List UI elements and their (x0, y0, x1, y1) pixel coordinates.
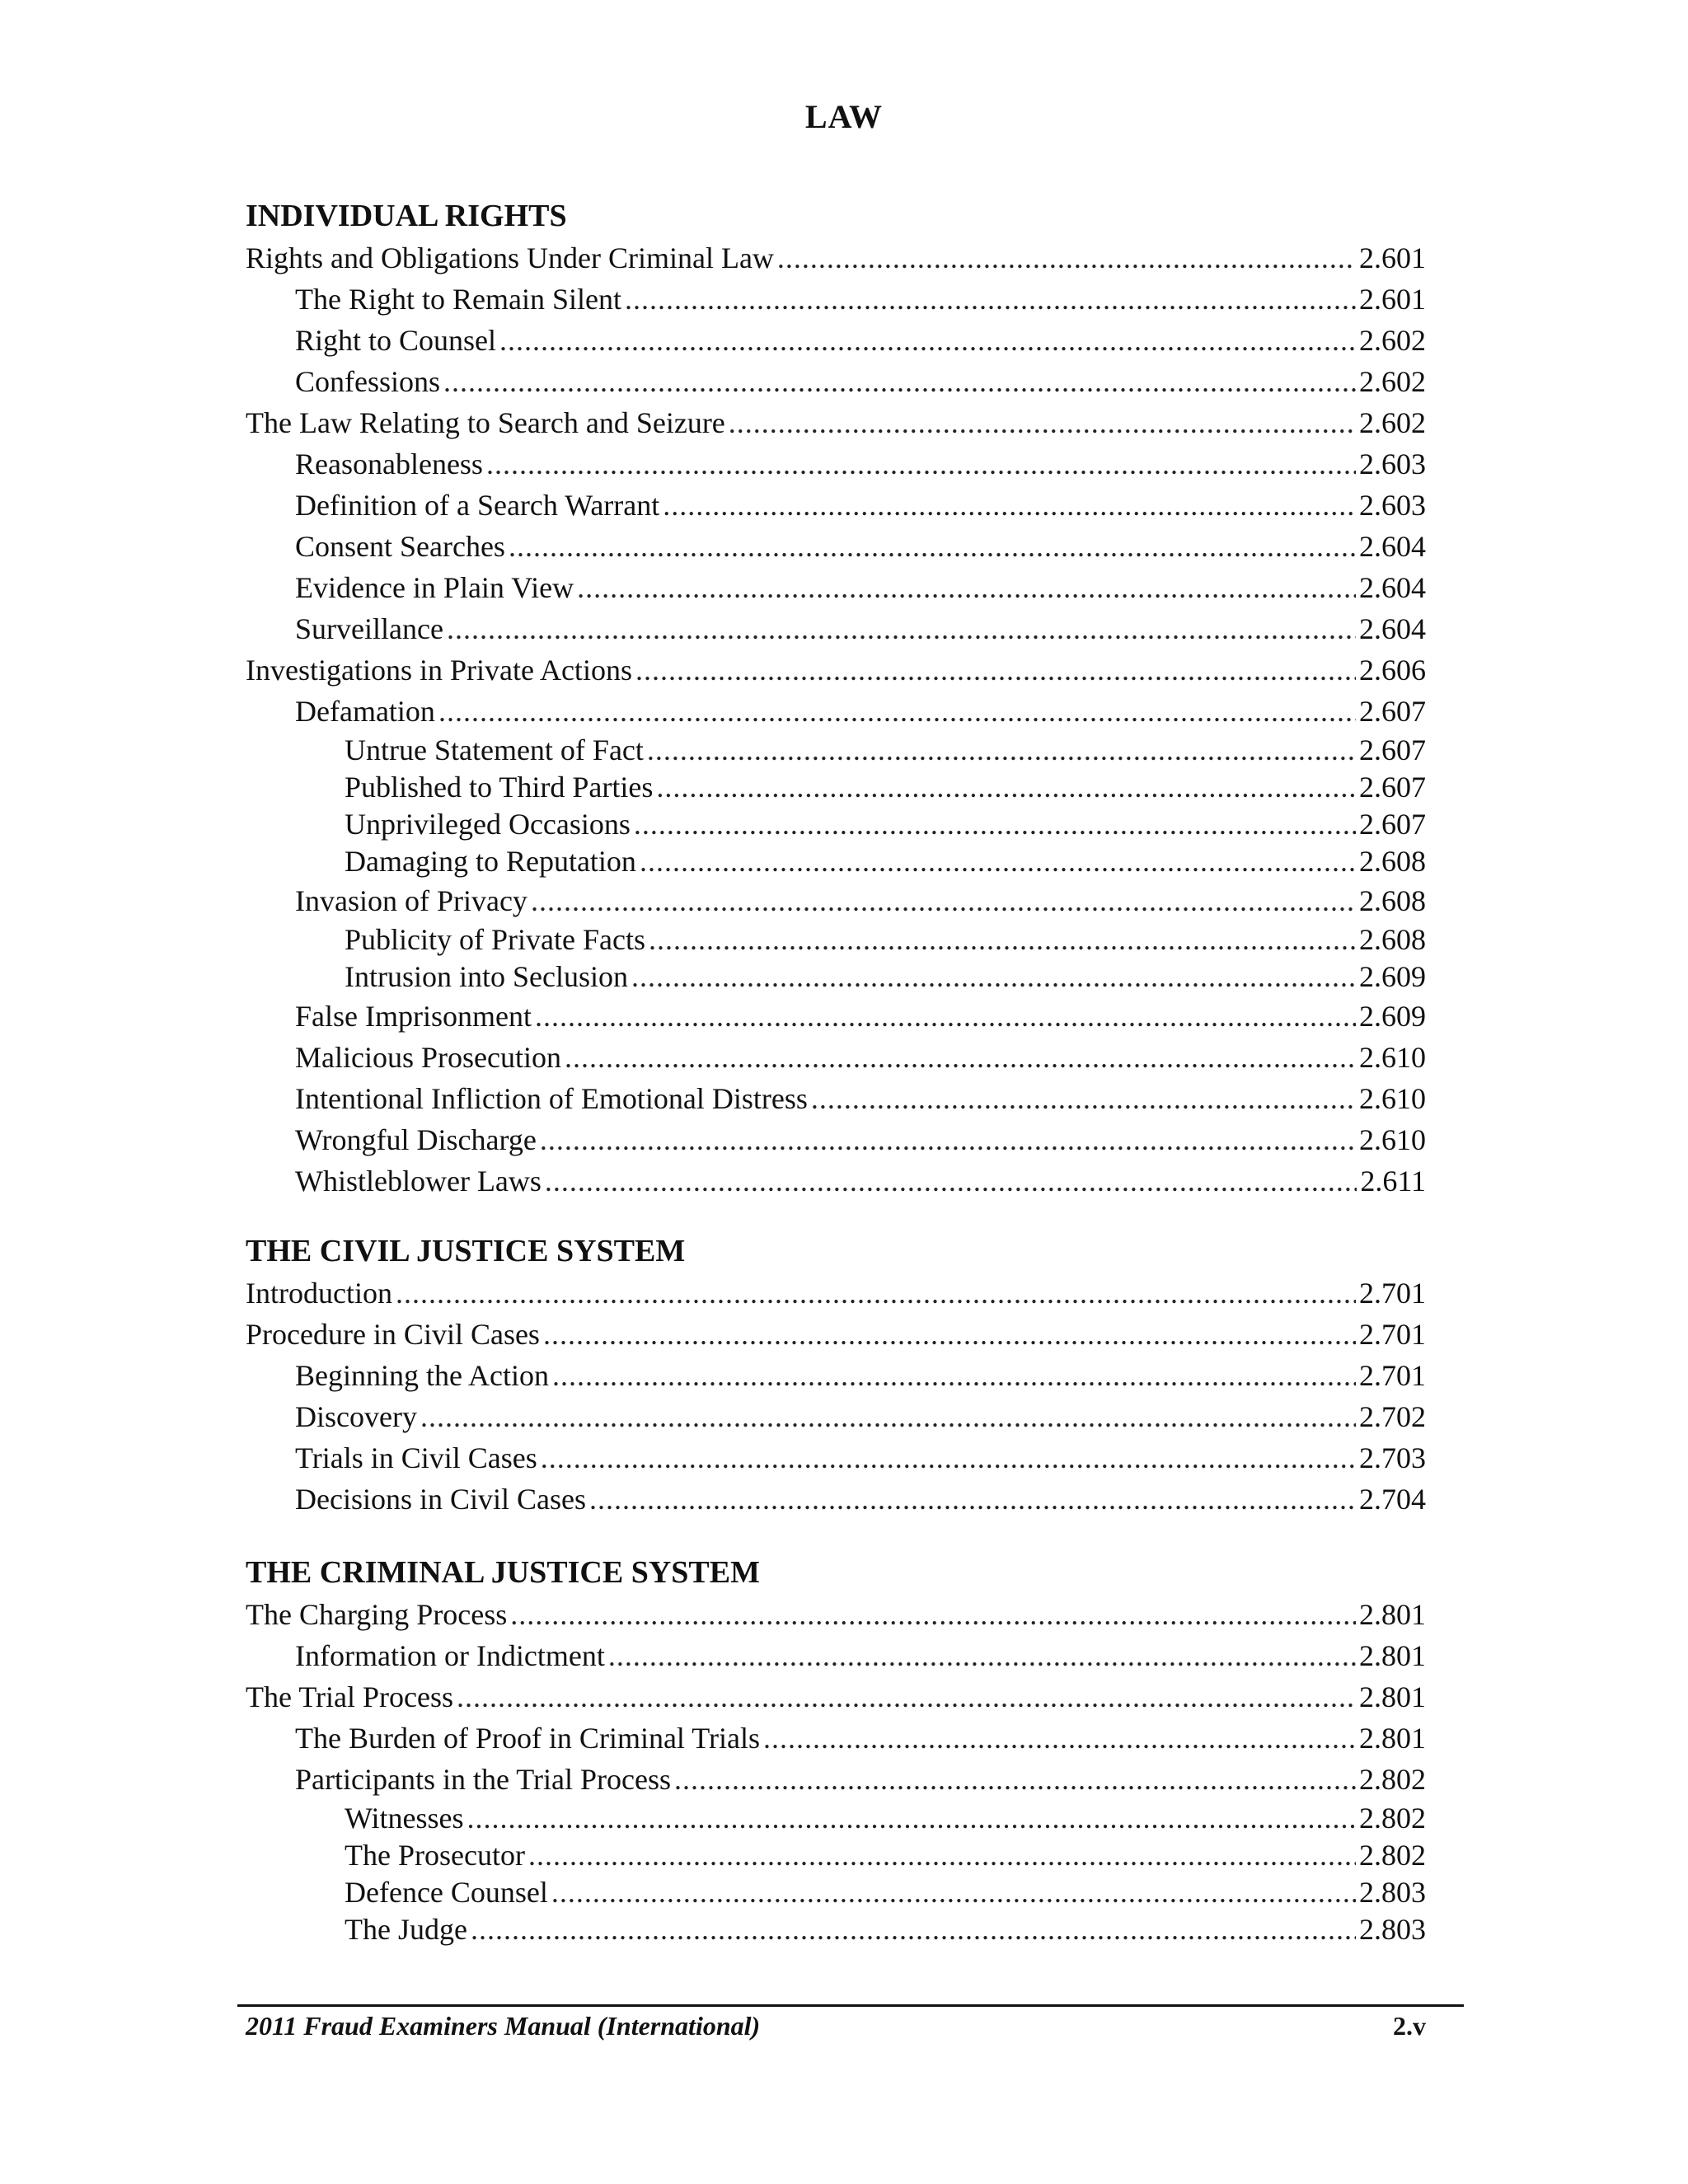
toc-entry-page-number: 2.602 (1359, 406, 1426, 439)
toc-entry (246, 1272, 1426, 1314)
toc-entry (246, 608, 1426, 649)
toc-entries (246, 237, 1426, 1202)
dot-leader (545, 1160, 1357, 1202)
dot-leader (438, 691, 1356, 732)
toc-entry-page-number: 2.802 (1359, 1839, 1426, 1872)
dot-leader (811, 1078, 1356, 1119)
toc-entry-page-number: 2.703 (1359, 1441, 1426, 1474)
page-title: LAW (804, 98, 884, 135)
toc-entry-label: Untrue Statement of Fact (345, 733, 644, 766)
dot-leader (396, 1272, 1356, 1314)
toc-entry-label: Introduction (246, 1277, 392, 1310)
toc-entry-label: Reasonableness (295, 448, 483, 480)
toc-entry-page-number: 2.802 (1359, 1763, 1426, 1796)
toc-entry (246, 237, 1426, 279)
toc-entry-label: Surveillance (295, 612, 443, 645)
dot-leader (467, 1800, 1356, 1837)
toc-entry-label: Invasion of Privacy (295, 884, 528, 917)
dot-leader (510, 1594, 1356, 1635)
toc-entry-label: Investigations in Private Actions (246, 654, 632, 687)
toc-entry-page-number: 2.604 (1359, 530, 1426, 563)
toc-entry-page-number: 2.801 (1359, 1680, 1426, 1713)
toc-entry (246, 526, 1426, 567)
toc-entry (246, 1837, 1426, 1874)
toc-entry (246, 996, 1426, 1037)
toc-entry-page-number: 2.607 (1359, 771, 1426, 804)
toc-entry (246, 1718, 1426, 1759)
toc-entry-label: Confessions (295, 365, 441, 398)
dot-leader (541, 1437, 1356, 1479)
toc-entry-page-number: 2.607 (1359, 808, 1426, 841)
toc-entry-label: Consent Searches (295, 530, 505, 563)
toc-entry-label: Damaging to Reputation (345, 845, 636, 878)
toc-entry (246, 1078, 1426, 1119)
section-heading: THE CRIMINAL JUSTICE SYSTEM (246, 1555, 760, 1590)
footer-title: 2011 Fraud Examiners Manual (International) (246, 2011, 761, 2041)
section-heading: THE CIVIL JUSTICE SYSTEM (246, 1234, 686, 1268)
toc-entry (246, 921, 1426, 958)
toc-entry-page-number: 2.602 (1359, 324, 1426, 357)
toc-entry-label: Decisions in Civil Cases (295, 1483, 586, 1516)
dot-leader (656, 769, 1356, 806)
toc-entry (246, 1355, 1426, 1396)
toc-entry (246, 1479, 1426, 1520)
dot-leader (625, 279, 1356, 320)
toc-entry-page-number: 2.701 (1359, 1318, 1426, 1351)
dot-leader (471, 1911, 1356, 1948)
toc-entry-page-number: 2.701 (1359, 1359, 1426, 1392)
dot-leader (551, 1874, 1356, 1911)
toc-entry-page-number: 2.608 (1359, 884, 1426, 917)
toc-entry-label: Right to Counsel (295, 324, 497, 357)
toc-entry (246, 1437, 1426, 1479)
toc-entry-label: The Charging Process (246, 1598, 508, 1631)
toc-entry-page-number: 2.601 (1359, 241, 1426, 274)
toc-entry-label: Publicity of Private Facts (345, 923, 645, 956)
toc-entry-page-number: 2.610 (1359, 1082, 1426, 1115)
dot-leader (608, 1635, 1356, 1676)
toc-entry-page-number: 2.608 (1359, 923, 1426, 956)
dot-leader (663, 485, 1356, 526)
toc-entry (246, 361, 1426, 402)
toc-entry-label: Published to Third Parties (345, 771, 654, 804)
toc-entry (246, 1314, 1426, 1355)
dot-leader (535, 996, 1356, 1037)
toc-entry (246, 320, 1426, 361)
toc-entry-page-number: 2.611 (1360, 1165, 1426, 1197)
toc-entry (246, 1396, 1426, 1437)
section-individual-rights (246, 194, 1426, 1202)
toc-entry-page-number: 2.802 (1359, 1802, 1426, 1835)
dot-leader (635, 649, 1356, 691)
toc-entry (246, 443, 1426, 485)
toc-entry-label: The Judge (345, 1913, 467, 1946)
toc-entry (246, 769, 1426, 806)
toc-entry (246, 843, 1426, 880)
toc-entry-page-number: 2.801 (1359, 1598, 1426, 1631)
toc-entry (246, 1874, 1426, 1911)
footer-rule (237, 2004, 1464, 2007)
toc-entry-page-number: 2.601 (1359, 283, 1426, 316)
toc-entry-label: The Prosecutor (345, 1839, 525, 1872)
toc-entry-page-number: 2.609 (1359, 1000, 1426, 1033)
toc-entry-label: Discovery (295, 1400, 417, 1433)
toc-entry-page-number: 2.607 (1359, 733, 1426, 766)
toc-entry-label: Rights and Obligations Under Criminal Law (246, 241, 774, 274)
dot-leader (577, 567, 1356, 608)
dot-leader (647, 732, 1356, 769)
dot-leader (447, 608, 1356, 649)
dot-leader (640, 843, 1356, 880)
toc-entry-page-number: 2.803 (1359, 1876, 1426, 1909)
toc-entries (246, 1594, 1426, 1948)
toc-entry-page-number: 2.609 (1359, 960, 1426, 993)
toc-entry (246, 732, 1426, 769)
toc-entry-label: Intentional Infliction of Emotional Distress (295, 1082, 808, 1115)
dot-leader (457, 1676, 1356, 1718)
toc-entry-page-number: 2.603 (1359, 489, 1426, 522)
toc-entry-page-number: 2.603 (1359, 448, 1426, 480)
toc-entry-page-number: 2.604 (1359, 571, 1426, 604)
toc-entry-label: Beginning the Action (295, 1359, 549, 1392)
toc-entry-page-number: 2.702 (1359, 1400, 1426, 1433)
toc-entry (246, 1759, 1426, 1800)
toc-entry-label: Procedure in Civil Cases (246, 1318, 540, 1351)
section-civil-justice-system (246, 1230, 1426, 1520)
dot-leader (499, 320, 1356, 361)
toc-entry-label: Trials in Civil Cases (295, 1441, 537, 1474)
dot-leader (777, 237, 1356, 279)
toc-entry-page-number: 2.610 (1359, 1041, 1426, 1074)
toc-entry-label: Defence Counsel (345, 1876, 548, 1909)
toc-entry (246, 1037, 1426, 1078)
toc-entry (246, 958, 1426, 996)
toc-entries (246, 1272, 1426, 1520)
section-criminal-justice-system (246, 1551, 1426, 1948)
toc-entry-label: Defamation (295, 695, 435, 728)
toc-entry (246, 1911, 1426, 1948)
toc-entry-page-number: 2.801 (1359, 1639, 1426, 1672)
dot-leader (674, 1759, 1356, 1800)
toc-entry (246, 1119, 1426, 1160)
dot-leader (420, 1396, 1356, 1437)
toc-entry-label: Malicious Prosecution (295, 1041, 561, 1074)
toc-entry-page-number: 2.803 (1359, 1913, 1426, 1946)
section-heading: INDIVIDUAL RIGHTS (246, 199, 567, 233)
toc-entry-page-number: 2.801 (1359, 1722, 1426, 1755)
toc-entry (246, 1594, 1426, 1635)
dot-leader (631, 958, 1356, 996)
toc-entry (246, 1160, 1426, 1202)
toc-entry (246, 691, 1426, 732)
toc-entry-label: The Right to Remain Silent (295, 283, 621, 316)
dot-leader (443, 361, 1356, 402)
dot-leader (589, 1479, 1356, 1520)
toc-entry-label: Definition of a Search Warrant (295, 489, 660, 522)
toc-entry-label: Participants in the Trial Process (295, 1763, 671, 1796)
toc-entry-page-number: 2.607 (1359, 695, 1426, 728)
toc-entry-label: False Imprisonment (295, 1000, 532, 1033)
dot-leader (540, 1119, 1356, 1160)
dot-leader (486, 443, 1356, 485)
toc-entry-label: The Trial Process (246, 1680, 453, 1713)
dot-leader (729, 402, 1356, 443)
toc-entry-page-number: 2.608 (1359, 845, 1426, 878)
toc-entry (246, 1676, 1426, 1718)
toc-entry-label: Information or Indictment (295, 1639, 605, 1672)
toc-entry (246, 880, 1426, 921)
toc-entry (246, 402, 1426, 443)
dot-leader (634, 806, 1356, 843)
toc-entry-label: Witnesses (345, 1802, 464, 1835)
dot-leader (763, 1718, 1356, 1759)
dot-leader (552, 1355, 1356, 1396)
toc-entry-page-number: 2.701 (1359, 1277, 1426, 1310)
toc-entry-label: The Burden of Proof in Criminal Trials (295, 1722, 760, 1755)
toc-entry-label: Whistleblower Laws (295, 1165, 542, 1197)
toc-entry-label: Intrusion into Seclusion (345, 960, 628, 993)
toc-entry (246, 279, 1426, 320)
toc-entry (246, 567, 1426, 608)
dot-leader (509, 526, 1356, 567)
toc-entry (246, 806, 1426, 843)
dot-leader (528, 1837, 1356, 1874)
dot-leader (565, 1037, 1356, 1078)
dot-leader (543, 1314, 1356, 1355)
dot-leader (649, 921, 1356, 958)
toc-entry (246, 485, 1426, 526)
toc-entry-label: The Law Relating to Search and Seizure (246, 406, 725, 439)
toc-entry (246, 1800, 1426, 1837)
dot-leader (531, 880, 1356, 921)
toc-entry (246, 649, 1426, 691)
toc-entry-page-number: 2.604 (1359, 612, 1426, 645)
toc-entry-page-number: 2.602 (1359, 365, 1426, 398)
toc-entry-label: Unprivileged Occasions (345, 808, 631, 841)
toc-entry (246, 1635, 1426, 1676)
toc-entry-page-number: 2.610 (1359, 1123, 1426, 1156)
footer-page-number: 2.v (1393, 2011, 1426, 2041)
toc-entry-page-number: 2.704 (1359, 1483, 1426, 1516)
toc-entry-page-number: 2.606 (1359, 654, 1426, 687)
toc-entry-label: Wrongful Discharge (295, 1123, 537, 1156)
toc-entry-label: Evidence in Plain View (295, 571, 574, 604)
